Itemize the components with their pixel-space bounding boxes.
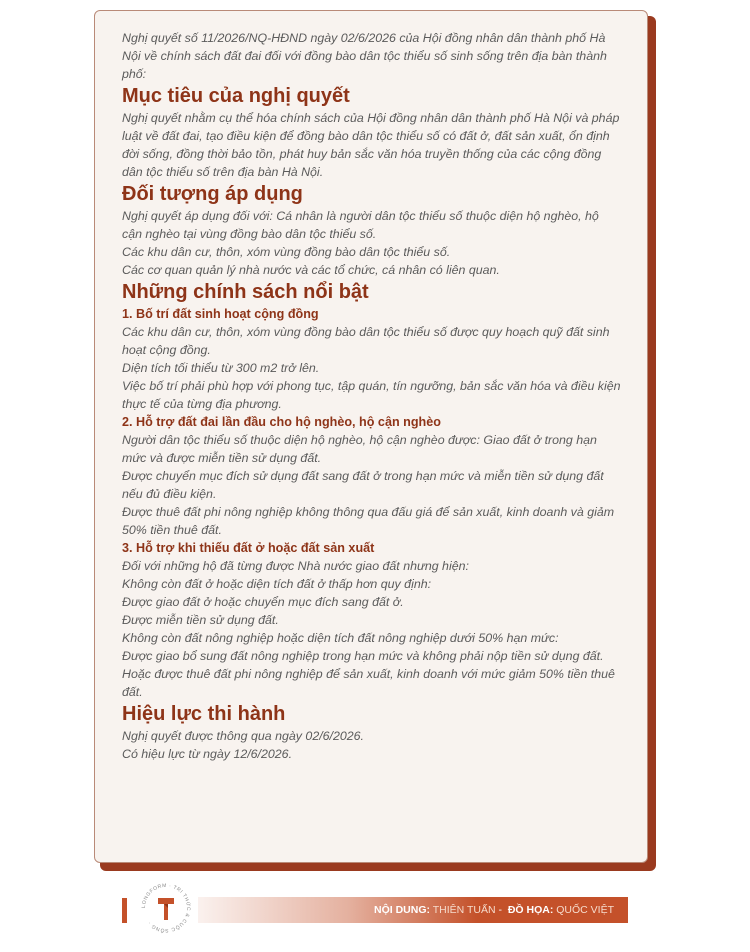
- credit-bar: [198, 897, 628, 923]
- content-label: NỘI DUNG:: [374, 904, 430, 916]
- credit-separator: -: [498, 904, 502, 916]
- policy-2-text-3: Được thuê đất phi nông nghiệp không thông qua đấu giá để sản xuất, kinh doanh và giảm 50% tiền thuê đất.: [122, 505, 615, 537]
- subjects-text-1: Nghị quyết áp dụng đối với: Cá nhân là người dân tộc thiểu số thuộc diện hộ nghèo, hộ cận nghèo tại vùng đồng bào dân tộc thiểu số.: [122, 209, 599, 241]
- content-card: [94, 10, 648, 863]
- graphics-label: ĐỒ HỌA:: [507, 904, 554, 916]
- policy-3-text-4: Được miễn tiền sử dụng đất.: [122, 613, 279, 627]
- accent-bar: [122, 898, 127, 923]
- policy-3-text-2: Không còn đất ở hoặc diện tích đất ở thấp hơn quy định:: [122, 577, 432, 591]
- graphics-author: QUỐC VIỆT: [556, 904, 614, 916]
- policy-3-text-6: Được giao bổ sung đất nông nghiệp trong hạn mức và không phải nộp tiền sử dụng đất.: [122, 649, 604, 663]
- intro-text: Nghị quyết số 11/2026/NQ-HĐND ngày 02/6/2026 của Hội đồng nhân dân thành phố Hà Nội về chính sách đất đai đối với đồng bào dân tộc thiểu số sinh sống trên địa bàn thành phố:: [122, 31, 607, 81]
- logo-ring-text: LONGFORM · TRI THỨC & CUỘC SỐNG ·: [140, 882, 192, 934]
- objective-text: Nghị quyết nhằm cụ thể hóa chính sách của Hội đồng nhân dân thành phố Hà Nội và pháp luật về đất đai, tạo điều kiện để đồng bào dân tộc thiểu số có đất ở, đất sản xuất, ổn định đời sống, đồng thời bảo tồn, phát huy bản sắc văn hóa truyền thống của các cộng đồng dân tộc thiểu số trên địa bàn Hà Nội.: [122, 111, 620, 179]
- policy-1-title: 1. Bố trí đất sinh hoạt cộng đồng: [122, 307, 319, 321]
- effect-text-1: Nghị quyết được thông qua ngày 02/6/2026.: [122, 729, 364, 743]
- policy-3-text-3: Được giao đất ở hoặc chuyển mục đích sang đất ở.: [122, 595, 404, 609]
- effect-text-2: Có hiệu lực từ ngày 12/6/2026.: [122, 747, 293, 761]
- heading-objective: Mục tiêu của nghị quyết: [122, 85, 350, 107]
- policy-3-text-5: Không còn đất nông nghiệp hoặc diện tích đất nông nghiệp dưới 50% hạn mức:: [122, 631, 559, 645]
- policy-1-text-3: Việc bố trí phải phù hợp với phong tục, tập quán, tín ngưỡng, bản sắc văn hóa và điều kiện thực tế của từng địa phương.: [122, 379, 621, 411]
- policy-3-text-1: Đối với những hộ đã từng được Nhà nước giao đất nhưng hiện:: [122, 559, 469, 573]
- policy-2-text-1: Người dân tộc thiểu số thuộc diện hộ nghèo, hộ cận nghèo được: Giao đất ở trong hạn mức và được miễn tiền sử dụng đất.: [122, 433, 597, 465]
- credit-text: [374, 897, 614, 923]
- policy-1-text-2: Diện tích tối thiểu từ 300 m2 trở lên.: [122, 361, 320, 375]
- heading-effect: Hiệu lực thi hành: [122, 703, 286, 725]
- heading-policies: Những chính sách nổi bật: [122, 281, 369, 303]
- subjects-text-3: Các cơ quan quản lý nhà nước và các tổ chức, cá nhân có liên quan.: [122, 263, 500, 277]
- longform-logo: [140, 882, 192, 934]
- heading-subjects: Đối tượng áp dụng: [122, 183, 303, 205]
- policy-3-title: 3. Hỗ trợ khi thiếu đất ở hoặc đất sản xuất: [122, 541, 375, 555]
- policy-1-text-1: Các khu dân cư, thôn, xóm vùng đồng bào dân tộc thiểu số được quy hoạch quỹ đất sinh hoạt cộng đồng.: [122, 325, 610, 357]
- subjects-text-2: Các khu dân cư, thôn, xóm vùng đồng bào dân tộc thiểu số.: [122, 245, 451, 259]
- policy-3-text-7: Hoặc được thuê đất phi nông nghiệp để sản xuất, kinh doanh với mức giảm 50% tiền thuê đất.: [122, 667, 615, 699]
- policy-2-text-2: Được chuyển mục đích sử dụng đất sang đất ở trong hạn mức và miễn tiền sử dụng đất nếu đủ điều kiện.: [122, 469, 604, 501]
- footer: [0, 880, 750, 952]
- content-author: THIÊN TUẤN: [432, 904, 496, 916]
- policy-2-title: 2. Hỗ trợ đất đai lần đầu cho hộ nghèo, hộ cận nghèo: [122, 415, 441, 429]
